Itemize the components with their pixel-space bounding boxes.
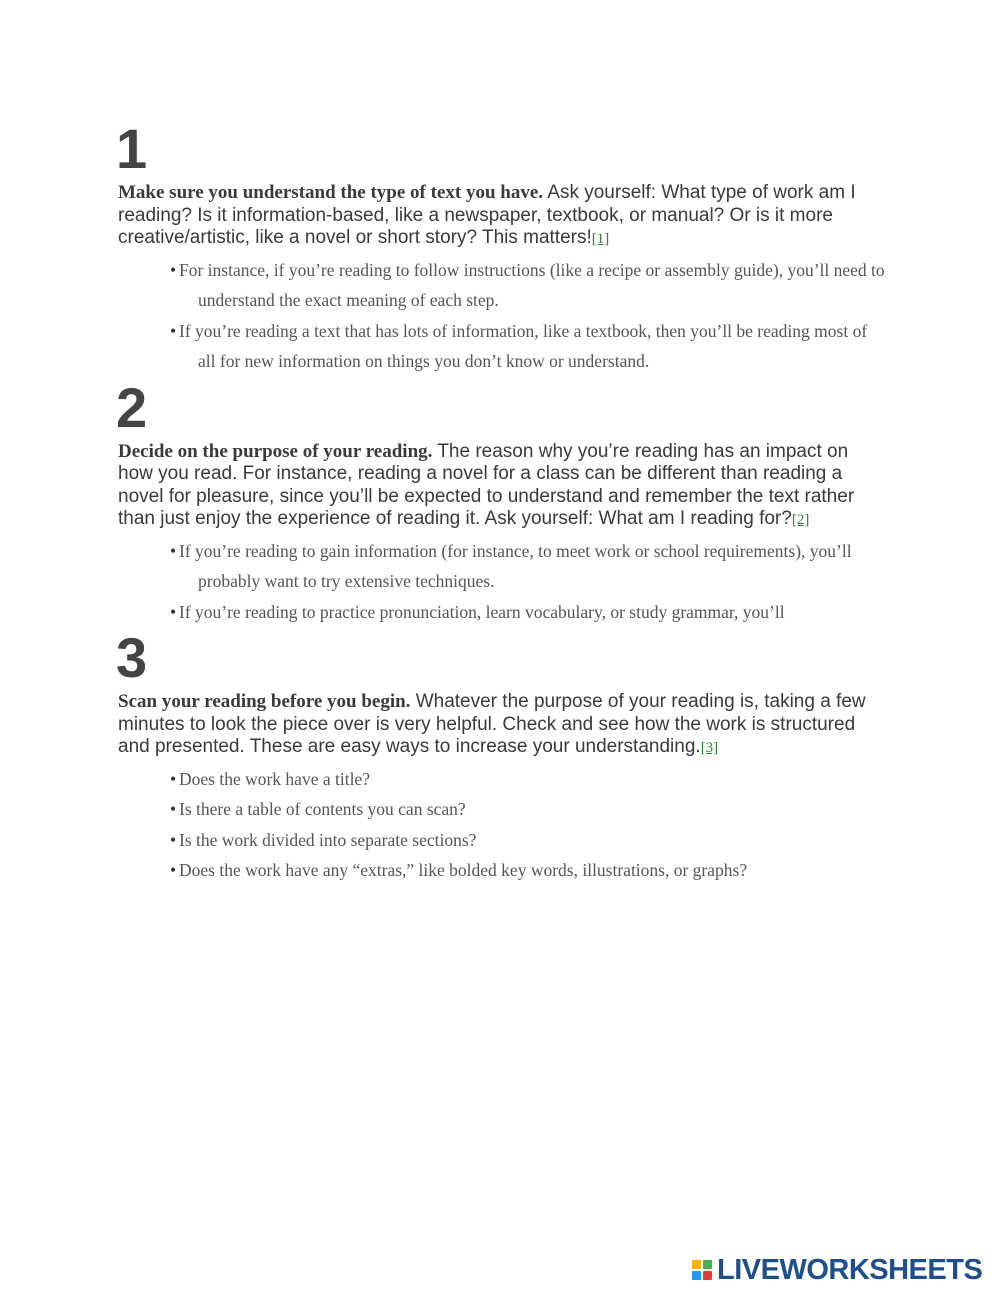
step-text: Ask yourself: What type of work am I reading? Is it information-based, like a newspaper, textbook, or manual? Or is it more creative/artistic, like a novel or short story? This matters! xyxy=(118,182,856,248)
logo-square-icon xyxy=(692,1260,701,1269)
bullet-text: Does the work have any “extras,” like bolded key words, illustrations, or graphs? xyxy=(179,860,748,880)
list-item xyxy=(118,794,888,825)
step-intro xyxy=(118,691,888,760)
bullet-icon: • xyxy=(170,540,177,561)
bullet-list xyxy=(118,255,888,377)
bullet-text: Is there a table of contents you can scan? xyxy=(179,799,466,819)
bullet-text: Is the work divided into separate sections? xyxy=(179,829,477,850)
step-lead: Make sure you understand the type of text you have. xyxy=(118,182,544,203)
reference-link[interactable]: [3] xyxy=(700,740,719,756)
logo-text: LIVEWORKSHEETS xyxy=(717,1254,983,1286)
step-intro xyxy=(118,441,888,532)
step-text: The reason why you’re reading has an impact on how you read. For instance, reading a novel for a class can be different than reading a novel for pleasure, since you’ll be expected to understand and remember the text rather than just enjoy the experience of reading it. Ask yourself: What am I reading for? xyxy=(118,440,855,529)
list-item xyxy=(118,255,888,316)
bullet-icon: • xyxy=(170,829,177,850)
bullet-list xyxy=(118,764,888,886)
reference-link[interactable]: [1] xyxy=(591,231,610,247)
bullet-icon: • xyxy=(170,799,177,819)
bullet-list xyxy=(118,536,888,628)
list-item xyxy=(118,855,888,886)
step-3 xyxy=(118,627,888,886)
step-2 xyxy=(118,377,888,628)
logo-mark-icon xyxy=(692,1260,712,1280)
bullet-icon: • xyxy=(170,320,177,341)
step-intro xyxy=(118,182,888,251)
bullet-text: If you’re reading a text that has lots of information, like a textbook, then you’ll be reading most of all for new information on things you don’t know or understand. xyxy=(179,320,868,371)
logo-square-icon xyxy=(703,1271,712,1280)
step-number: 1 xyxy=(116,117,148,180)
bullet-text: If you’re reading to practice pronunciation, learn vocabulary, or study grammar, you’ll xyxy=(179,601,785,622)
step-text: Whatever the purpose of your reading is, taking a few minutes to look the piece over is very helpful. Check and see how the work is structured and presented. These are easy ways to increase your understanding. xyxy=(118,691,866,757)
bullet-text: Does the work have a title? xyxy=(179,768,370,789)
bullet-icon: • xyxy=(170,259,177,280)
bullet-text: For instance, if you’re reading to follow instructions (like a recipe or assembly guide), you’ll need to understand the exact meaning of each step. xyxy=(179,259,885,310)
step-number: 3 xyxy=(116,626,148,689)
list-item xyxy=(118,536,888,597)
list-item xyxy=(118,316,888,377)
bullet-icon: • xyxy=(170,768,177,789)
logo-square-icon xyxy=(703,1260,712,1269)
bullet-icon: • xyxy=(170,860,177,880)
step-lead: Decide on the purpose of your reading. xyxy=(118,440,433,462)
bullet-icon: • xyxy=(170,601,177,622)
document-page xyxy=(118,118,888,886)
list-item xyxy=(118,764,888,795)
step-lead: Scan your reading before you begin. xyxy=(118,691,411,712)
step-number: 2 xyxy=(116,375,148,439)
step-1 xyxy=(118,118,888,377)
logo-square-icon xyxy=(692,1271,701,1280)
list-item xyxy=(118,825,888,856)
liveworksheets-logo[interactable] xyxy=(692,1256,982,1284)
bullet-text: If you’re reading to gain information (for instance, to meet work or school requirements), you’ll probably want to try extensive techniques. xyxy=(179,540,852,591)
reference-link[interactable]: [2] xyxy=(791,512,810,528)
list-item xyxy=(118,597,888,628)
